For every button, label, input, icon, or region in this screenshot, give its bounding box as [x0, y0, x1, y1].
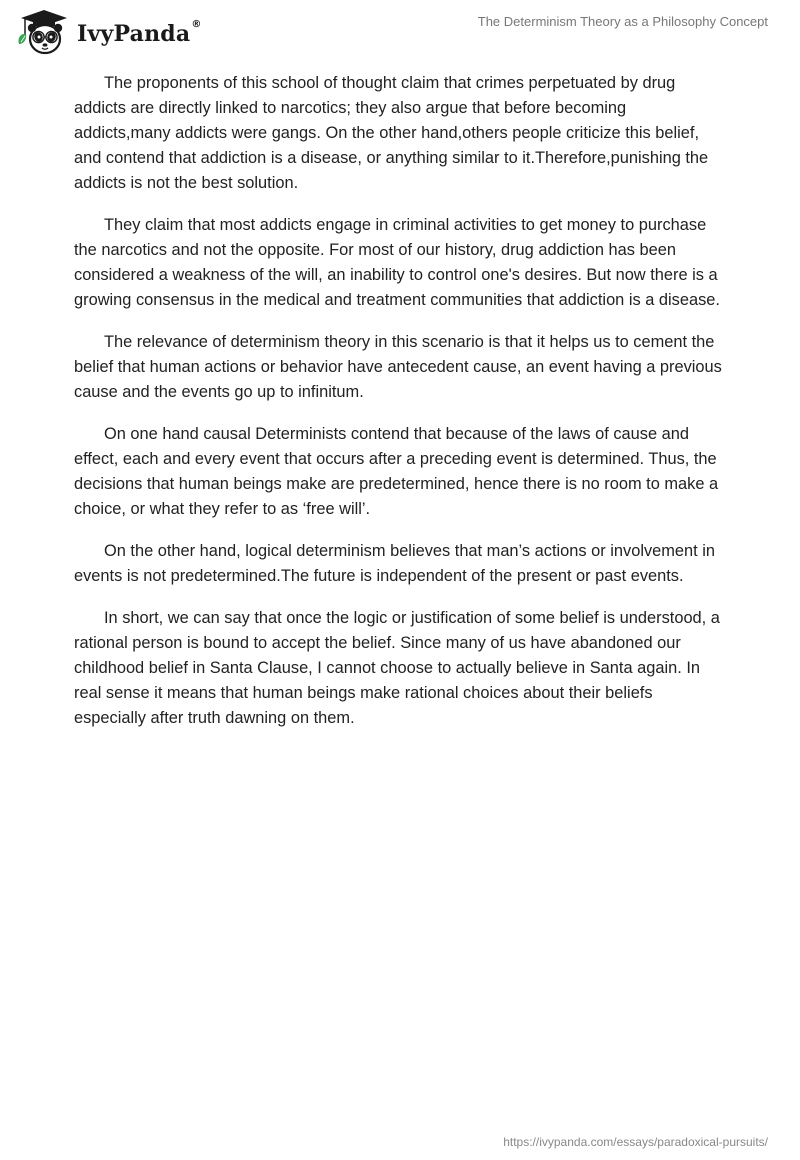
paragraph: On one hand causal Determinists contend that because of the laws of cause and effect, each and every event that occurs after a preceding event is determined. Thus, the decisions that human beings make are predetermined, hence there is no room to make a choice, or what they refer to as ‘free will’.	[74, 425, 719, 518]
logo-wordmark	[77, 21, 202, 47]
paragraph: In short, we can say that once the logic or justification of some belief is understood, a rational person is bound to accept the belief. Since many of us have abandoned our childhood belief in Santa Clause, I cannot choose to actually believe in Santa again. In real sense it means that human beings make rational choices about their beliefs especially after truth dawning on them.	[74, 609, 720, 727]
document-title: The Determinism Theory as a Philosophy Concept	[477, 14, 768, 29]
paragraph: The relevance of determinism theory in this scenario is that it helps us to cement the belief that human actions or behavior have antecedent cause, an event having a previous cause and the events go up to infinitum.	[74, 333, 722, 401]
source-url[interactable]: https://ivypanda.com/essays/paradoxical-pursuits/	[503, 1135, 768, 1149]
registered-mark: ®	[191, 19, 202, 30]
paragraph: The proponents of this school of thought claim that crimes perpetuated by drug addicts are directly linked to narcotics; they also argue that before becoming addicts,many addicts were gangs. On the other hand,others people criticize this belief, and contend that addiction is a disease, or anything similar to it.Therefore,punishing the addicts is not the best solution.	[74, 74, 709, 192]
paragraph: They claim that most addicts engage in criminal activities to get money to purchase the narcotics and not the opposite. For most of our history, drug addiction has been considered a weakness of the will, an inability to control one's desires. But now there is a growing consensus in the medical and treatment communities that addiction is a disease.	[74, 216, 720, 309]
essay-body	[74, 71, 724, 748]
ivypanda-logo[interactable]	[15, 8, 202, 56]
page-header	[0, 0, 800, 60]
paragraph: On the other hand, logical determinism believes that man’s actions or involvement in events is not predetermined.The future is independent of the present or past events.	[74, 542, 716, 585]
logo-wordmark-text: IvyPanda	[77, 21, 191, 47]
panda-graduate-icon	[15, 8, 73, 56]
